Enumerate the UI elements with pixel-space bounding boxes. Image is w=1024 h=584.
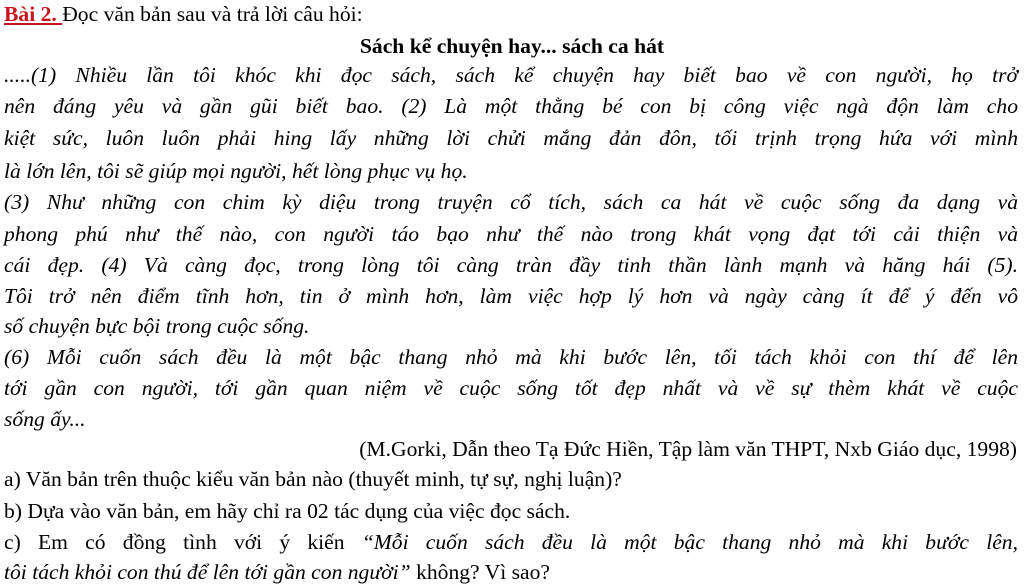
question-b: b) Dựa vào văn bản, em hãy chỉ ra 02 tác dụng của việc đọc sách. [4,499,571,523]
passage-line: nên đáng yêu và gần gũi biết bao. (2) Là một thằng bé con bị công việc ngà độn làm cho [4,94,1018,118]
source-citation: (M.Gorki, Dẫn theo Tạ Đức Hiền, Tập làm văn THPT, Nxb Giáo dục, 1998) [359,437,1017,461]
question-c-intro: c) Em có đồng tình với ý kiến [4,530,362,554]
passage-line: số chuyện bực bội trong cuộc sống. [4,314,310,338]
question-c-quote: “Mỗi cuốn sách đều là một bậc thang nhỏ mà khi bước lên, [361,530,1018,554]
passage-line: cái đẹp. (4) Và càng đọc, trong lòng tôi càng tràn đầy tinh thần lành mạnh và hăng hái (5). [4,253,1018,277]
passage-line: là lớn lên, tôi sẽ giúp mọi người, hết lòng phục vụ họ. [4,159,468,183]
question-c [0,527,1024,557]
passage-line: (6) Mỗi cuốn sách đều là một bậc thang nhỏ mà khi bước lên, tối tách khỏi con thí để lên [4,345,1018,369]
question-c-continued [0,557,1024,584]
passage-line: tới gần con người, tới gần quan niệm về cuộc sống tốt đẹp nhất và về sự thèm khát về cuộc [4,376,1018,400]
question-c-quote-end: tôi tách khỏi con thú để lên tới gần con người” [4,560,411,584]
exercise-header [0,0,1024,29]
passage-line: phong phú như thế nào, con người táo bạo như thế nào trong khát vọng đạt tới cải thiện và [4,222,1018,246]
passage-title: Sách kể chuyện hay... sách ca hát [359,34,665,58]
question-a: a) Văn bản trên thuộc kiểu văn bản nào (thuyết minh, tự sự, nghị luận)? [4,467,622,491]
passage-line: sống ấy... [4,407,86,431]
passage-line: .....(1) Nhiều lần tôi khóc khi đọc sách, sách kể chuyện hay biết bao về con người, họ trở [4,63,1018,87]
exercise-label: Bài 2. [4,2,63,26]
question-c-end: không? Vì sao? [410,560,551,584]
passage-line: (3) Như những con chim kỳ diệu trong truyện cổ tích, sách ca hát về cuộc sống đa dạng và [4,190,1018,214]
passage-line: kiệt sức, luôn luôn phải hing lấy những lời chửi mắng đản đôn, tối trịnh trọng hứa với mình [4,126,1018,150]
exercise-instruction: Đọc văn bản sau và trả lời câu hỏi: [62,2,363,26]
passage-line: Tôi trở nên điểm tĩnh hơn, tin ở mình hơn, làm việc hợp lý hơn và ngày càng ít để ý đến vô [4,284,1018,308]
